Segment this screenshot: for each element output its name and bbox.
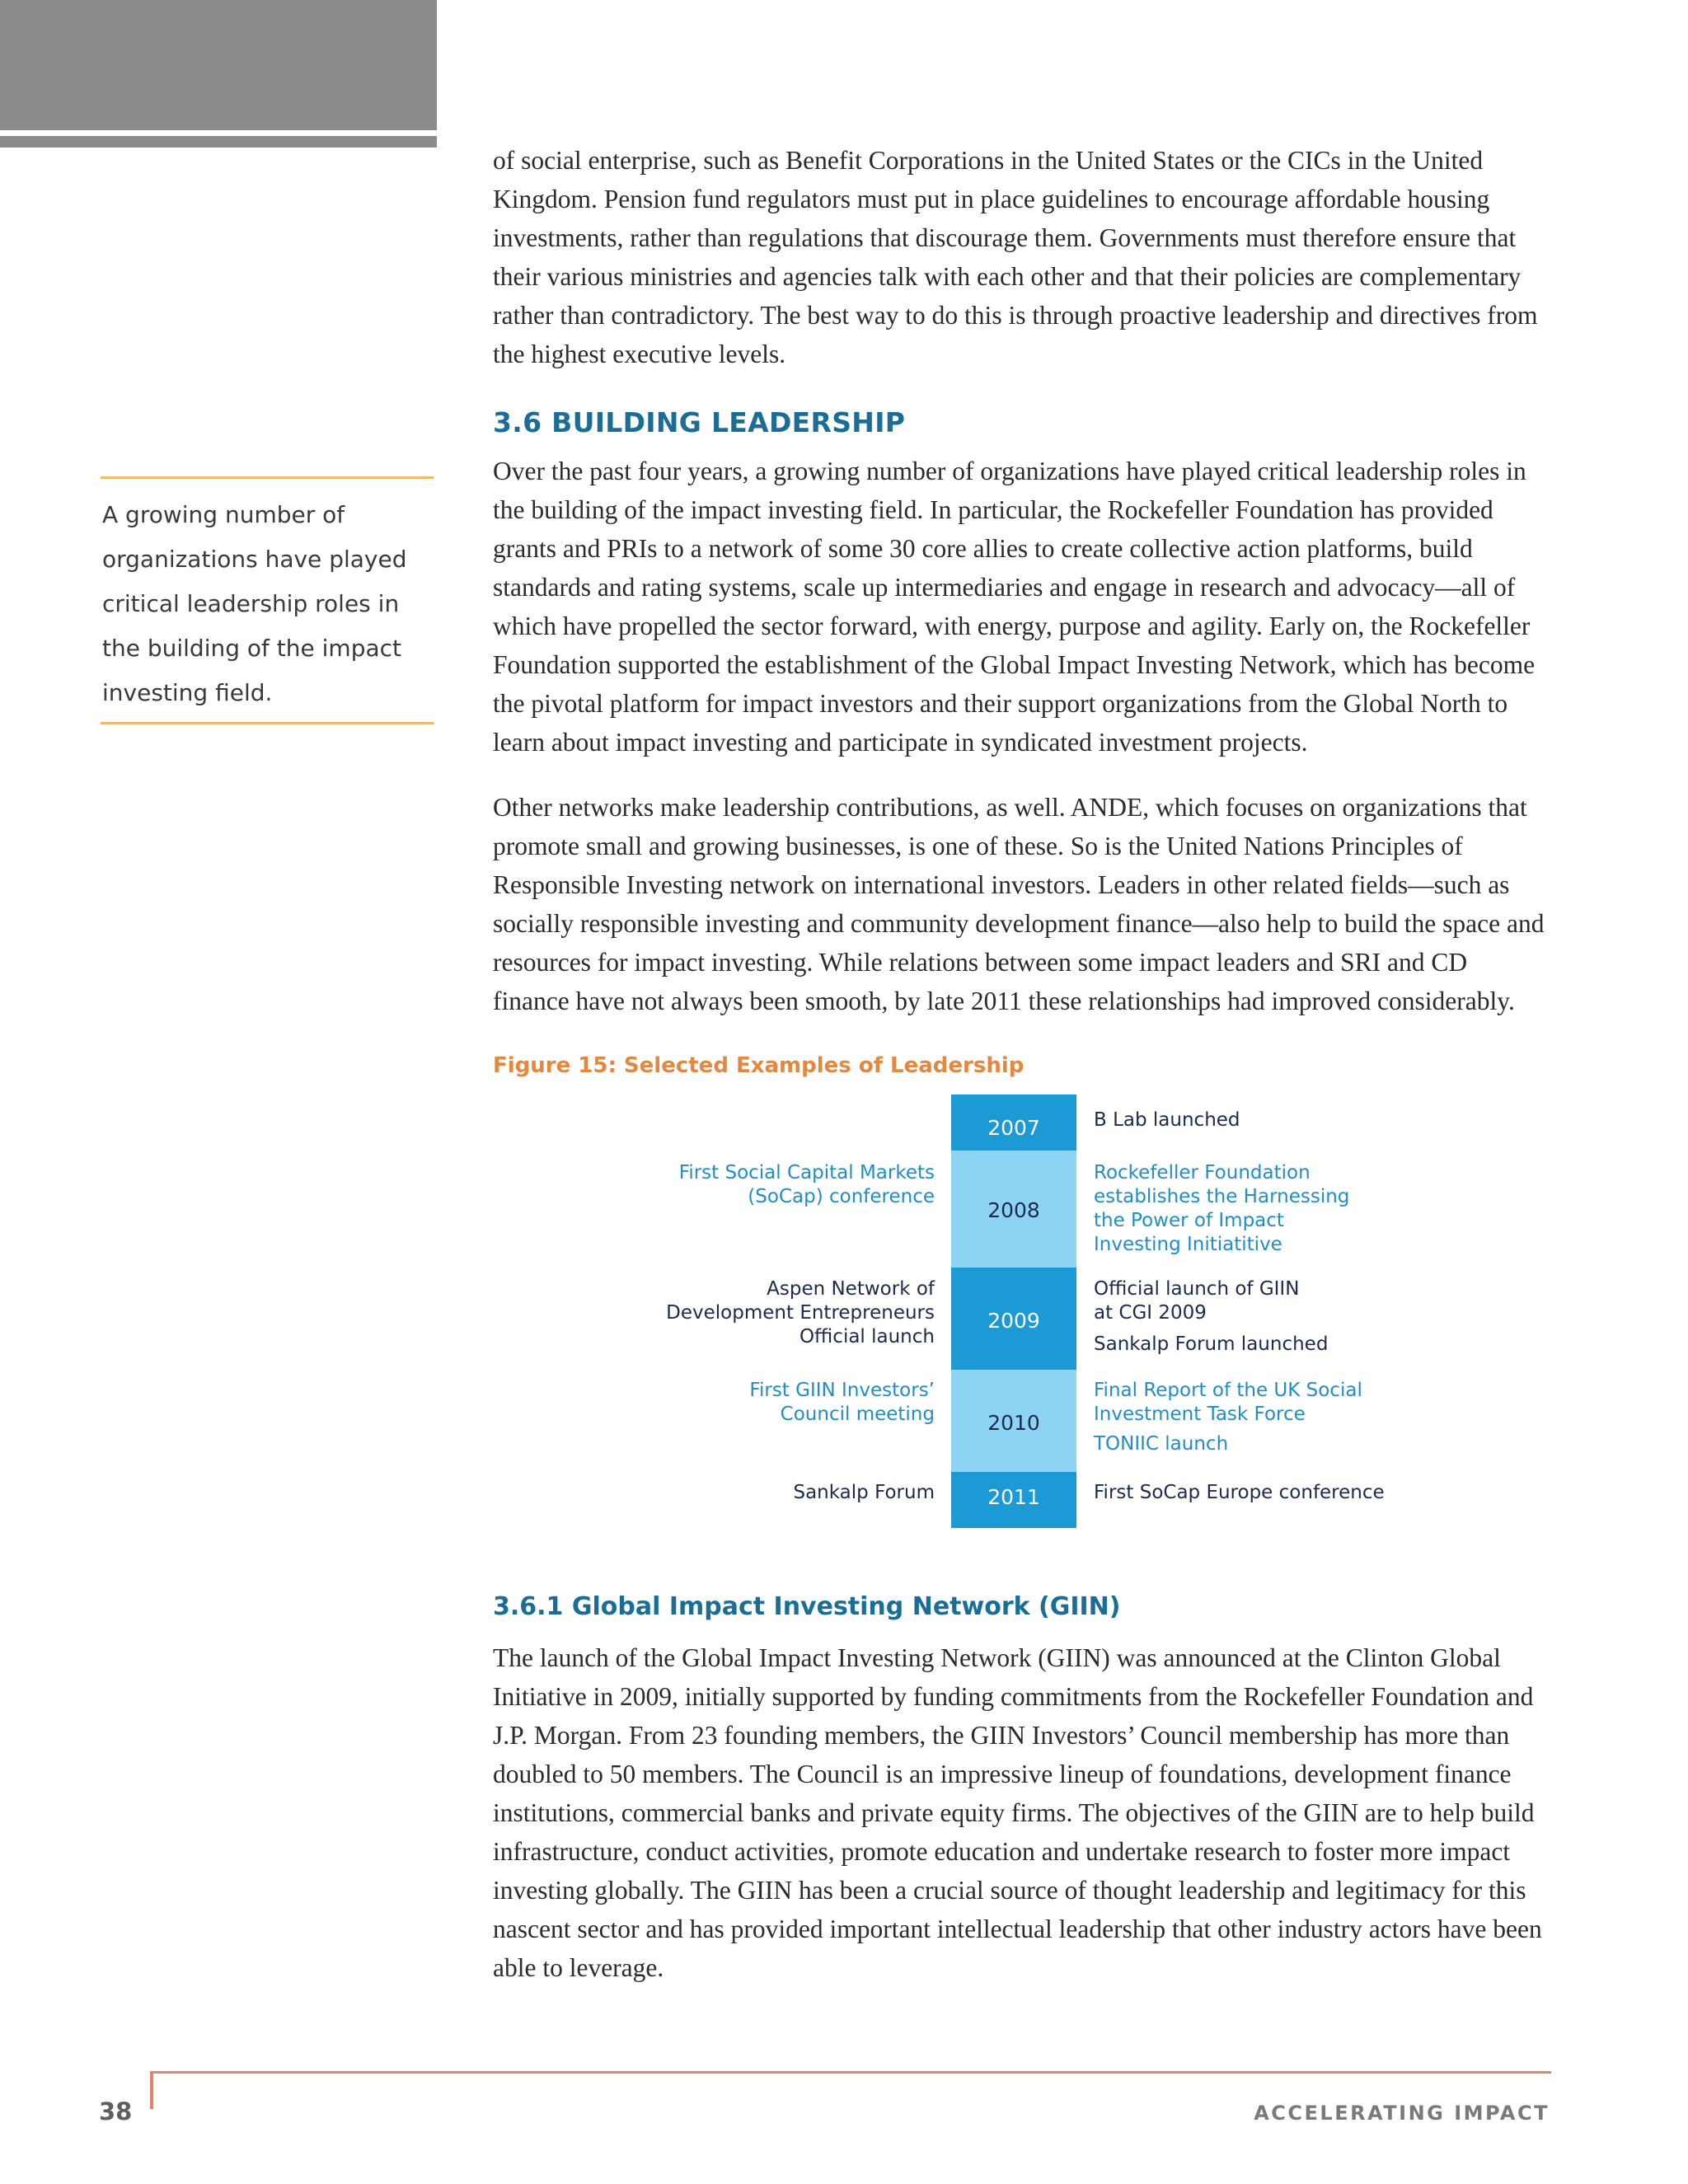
timeline-event-line: Sankalp Forum bbox=[793, 1482, 935, 1503]
timeline-event-line: (SoCap) conference bbox=[748, 1186, 935, 1207]
timeline-event-line: Development Entrepreneurs bbox=[666, 1302, 935, 1324]
timeline-event-right bbox=[1094, 1379, 1362, 1427]
timeline-event-line: Official launch bbox=[799, 1326, 935, 1347]
timeline-event-line: Investing Initiatitive bbox=[1094, 1234, 1282, 1255]
footer-rule-tick bbox=[150, 2071, 153, 2109]
timeline-year: 2011 bbox=[987, 1484, 1040, 1509]
timeline-event-line: First GIIN Investors’ bbox=[749, 1380, 935, 1401]
timeline-year: 2007 bbox=[987, 1115, 1040, 1140]
pull-quote-bottom-rule bbox=[101, 722, 434, 724]
subsection-paragraph: The launch of the Global Impact Investing Network (GIIN) was announced at the Clinton Global Initiative in 2009, initially supported by funding commitments from the Rockefeller Foundation and J.P. Morgan. From 23 founding members, the GIIN Investors’ Council membership has more than doubled to 50 members. The Council is an impressive lineup of foundations, development finance institutions, commercial banks and private equity firms. The objectives of the GIIN are to help build infrastructure, conduct activities, promote education and undertake research to foster more impact investing globally. The GIIN has been a crucial source of thought leadership and legitimacy for this nascent sector and has provided important intellectual leadership that other industry actors have been able to leverage. bbox=[493, 1643, 1542, 1982]
timeline-event-right bbox=[1094, 1277, 1299, 1325]
timeline-event-line: Final Report of the UK Social bbox=[1094, 1380, 1362, 1401]
timeline-event-left bbox=[679, 1161, 935, 1209]
timeline-event-right bbox=[1094, 1161, 1349, 1257]
timeline-year: 2009 bbox=[987, 1308, 1040, 1333]
timeline-event-right bbox=[1094, 1481, 1385, 1505]
timeline-event-line: Council meeting bbox=[780, 1404, 935, 1425]
timeline-event-right: Sankalp Forum launched bbox=[1094, 1333, 1329, 1355]
page-number: 38 bbox=[99, 2097, 133, 2125]
section-heading: 3.6 BUILDING LEADERSHIP bbox=[493, 406, 906, 438]
subsection-heading: 3.6.1 Global Impact Investing Network (GIIN) bbox=[493, 1592, 1121, 1621]
timeline-year: 2010 bbox=[987, 1410, 1040, 1435]
timeline-event-left bbox=[666, 1277, 935, 1349]
timeline-event-line: Aspen Network of bbox=[767, 1278, 935, 1300]
footer-report-title: ACCELERATING IMPACT bbox=[1254, 2102, 1550, 2125]
figure-title: Figure 15: Selected Examples of Leadership bbox=[493, 1053, 1025, 1078]
timeline-event-line: establishes the Harnessing bbox=[1094, 1186, 1350, 1207]
section-paragraph-2: Other networks make leadership contributions, as well. ANDE, which focuses on organizations that promote small and growing businesses, is one of these. So is the United Nations Principles of Responsible Investing network on international investors. Leaders in other related fields—such as socially responsible investing and community development finance—also help to build the space and resources for impact investing. While relations between some impact leaders and SRI and CD finance have not always been smooth, by late 2011 these relationships had improved considerably. bbox=[493, 793, 1545, 1015]
timeline-event-line: Official launch of GIIN bbox=[1094, 1278, 1300, 1300]
pull-quote: A growing number of organizations have played critical leadership roles in the building of the impact investing field. bbox=[102, 501, 407, 706]
timeline-event-line: Rockefeller Foundation bbox=[1094, 1162, 1311, 1183]
timeline-event-line: First Social Capital Markets bbox=[678, 1162, 935, 1183]
timeline-event-line: B Lab launched bbox=[1094, 1109, 1240, 1131]
timeline-event-line: the Power of Impact bbox=[1094, 1210, 1284, 1231]
timeline-year: 2008 bbox=[987, 1197, 1040, 1222]
timeline-event-left bbox=[793, 1481, 935, 1505]
header-grey-block bbox=[0, 0, 437, 130]
timeline-event-right: TONIIC launch bbox=[1094, 1433, 1229, 1455]
footer-rule bbox=[150, 2071, 1551, 2074]
pull-quote-top-rule bbox=[101, 476, 434, 479]
intro-paragraph: of social enterprise, such as Benefit Corporations in the United States or the CICs in the United Kingdom. Pension fund regulators must put in place guidelines to encourage affordable housing investments, rather than regulations that discourage them. Governments must therefore ensure that their various ministries and agencies talk with each other and that their policies are complementary rather than contradictory. The best way to do this is through proactive leadership and directives from the highest executive levels. bbox=[493, 146, 1538, 368]
timeline-event-left bbox=[749, 1379, 935, 1427]
timeline-event-line: Investment Task Force bbox=[1094, 1404, 1306, 1425]
timeline-event-line: First SoCap Europe conference bbox=[1094, 1482, 1385, 1503]
timeline-event-right bbox=[1094, 1108, 1240, 1132]
header-grey-stripe bbox=[0, 136, 437, 148]
section-paragraph-1: Over the past four years, a growing number of organizations have played critical leadership roles in the building of the impact investing field. In particular, the Rockefeller Foundation has provided grants and PRIs to a network of some 30 core allies to create collective action platforms, build standards and rating systems, scale up intermediaries and engage in research and advocacy—all of which have propelled the sector forward, with energy, purpose and agility. Early on, the Rockefeller Foundation supported the establishment of the Global Impact Investing Network, which has become the pivotal platform for impact investors and their support organizations from the Global North to learn about impact investing and participate in syndicated investment projects. bbox=[493, 457, 1536, 757]
timeline-event-line: at CGI 2009 bbox=[1094, 1302, 1207, 1324]
